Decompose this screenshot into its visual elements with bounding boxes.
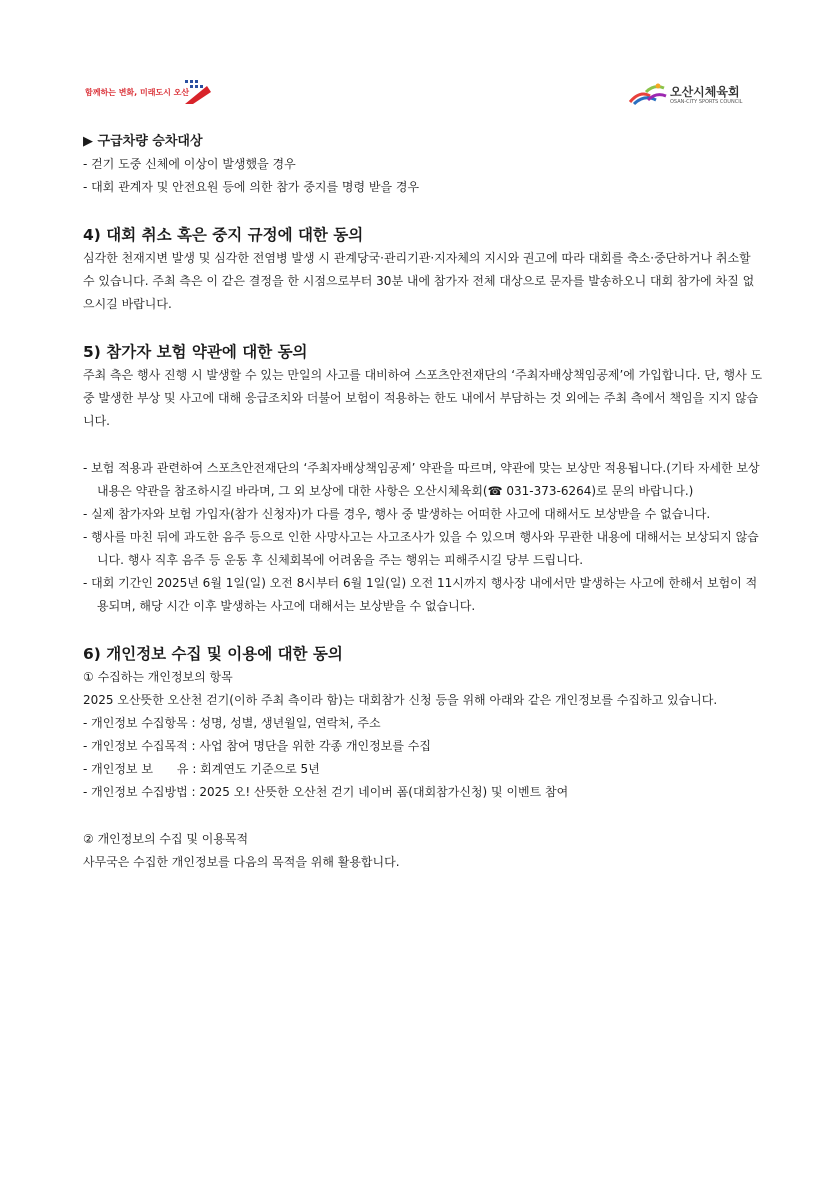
- insurance-item: - 대회 기간인 2025년 6월 1일(일) 오전 8시부터 6월 1일(일) 오전 11시까지 행사장 내에서만 발생하는 사고에 한해서 보험이 적용되며, 해당 시간 이후 발생하는 사고에 대해서는 보상받을 수 없습니다.: [83, 576, 758, 613]
- council-name-en: OSAN-CITY SPORTS COUNCIL: [670, 99, 743, 105]
- section-6-title: 6) 개인정보 수집 및 이용에 대한 동의: [83, 645, 343, 663]
- privacy-item: - 개인정보 수집목적 : 사업 참여 명단을 위한 각종 개인정보를 수집: [83, 739, 431, 753]
- section-5-body: 주최 측은 행사 진행 시 발생할 수 있는 만일의 사고를 대비하여 스포츠안전재단의 ‘주최자배상책임공제’에 가입합니다. 단, 행사 도중 발생한 부상 및 사고에 대해 응급조치와 더불어 보험이 적용하는 한도 내에서 부담하는 것 외에는 주최 측에서 책임을 지지 않습니다.: [83, 368, 763, 428]
- privacy-item: - 개인정보 보 유 : 회계연도 기준으로 5년: [83, 762, 320, 776]
- privacy-item: - 개인정보 수집방법 : 2025 오! 산뜻한 오산천 걷기 네이버 폼(대회참가신청) 및 이벤트 참여: [83, 785, 569, 799]
- sports-council-logo: [628, 80, 758, 110]
- city-slogan: 함께하는 변화, 미래도시 오산: [85, 88, 190, 97]
- section-4-body: 심각한 천재지변 발생 및 심각한 전염병 발생 시 관계당국·관리기관·지자체의 지시와 권고에 따라 대회를 축소·중단하거나 취소할 수 있습니다. 주최 측은 이 같은 결정을 한 시점으로부터 30분 내에 참가자 전체 대상으로 문자를 발송하오니 대회 참가에 차질 없으시길 바랍니다.: [83, 251, 755, 311]
- city-logo-icon: [183, 78, 213, 106]
- section-5-title: 5) 참가자 보험 약관에 대한 동의: [83, 343, 308, 361]
- city-logo: [85, 78, 215, 108]
- insurance-item: - 보험 적용과 관련하여 스포츠안전재단의 ‘주최자배상책임공제’ 약관을 따르며, 약관에 맞는 보상만 적용됩니다.(기타 자세한 보상내용은 약관을 참조하시길 바라며, 그 외 보상에 대한 사항은 오산시체육회(☎ 031-373-6264)로 문의 바랍니다.): [83, 461, 760, 498]
- section-6-body1: 2025 오산뜻한 오산천 걷기(이하 주최 측이라 함)는 대회참가 신청 등을 위해 아래와 같은 개인정보를 수집하고 있습니다.: [83, 693, 718, 707]
- privacy-item: - 개인정보 수집항목 : 성명, 성별, 생년월일, 연락처, 주소: [83, 716, 381, 730]
- section-6-sub2: ② 개인정보의 수집 및 이용목적: [83, 832, 249, 846]
- ambulance-heading: ▶ 구급차량 승차대상: [83, 134, 203, 149]
- insurance-item: - 실제 참가자와 보험 가입자(참가 신청자)가 다를 경우, 행사 중 발생하는 어떠한 사고에 대해서도 보상받을 수 없습니다.: [83, 507, 711, 521]
- section-6-sub1: ① 수집하는 개인정보의 항목: [83, 670, 233, 684]
- insurance-item: - 행사를 마친 뒤에 과도한 음주 등으로 인한 사망사고는 사고조사가 있을 수 있으며 행사와 무관한 내용에 대해서는 보상되지 않습니다. 행사 직후 음주 등 운동 후 신체회복에 어려움을 주는 행위는 피해주시길 당부 드립니다.: [83, 530, 759, 567]
- section-4-title: 4) 대회 취소 혹은 중지 규정에 대한 동의: [83, 226, 364, 244]
- ambulance-item: - 걷기 도중 신체에 이상이 발생했을 경우: [83, 157, 296, 171]
- ambulance-item: - 대회 관계자 및 안전요원 등에 의한 참가 중지를 명령 받을 경우: [83, 180, 420, 194]
- council-name: 오산시체육회: [670, 85, 740, 99]
- council-emblem-icon: [628, 82, 668, 106]
- page-header: [0, 0, 835, 120]
- document-body: [83, 130, 763, 874]
- section-6-body2: 사무국은 수집한 개인정보를 다음의 목적을 위해 활용합니다.: [83, 855, 400, 869]
